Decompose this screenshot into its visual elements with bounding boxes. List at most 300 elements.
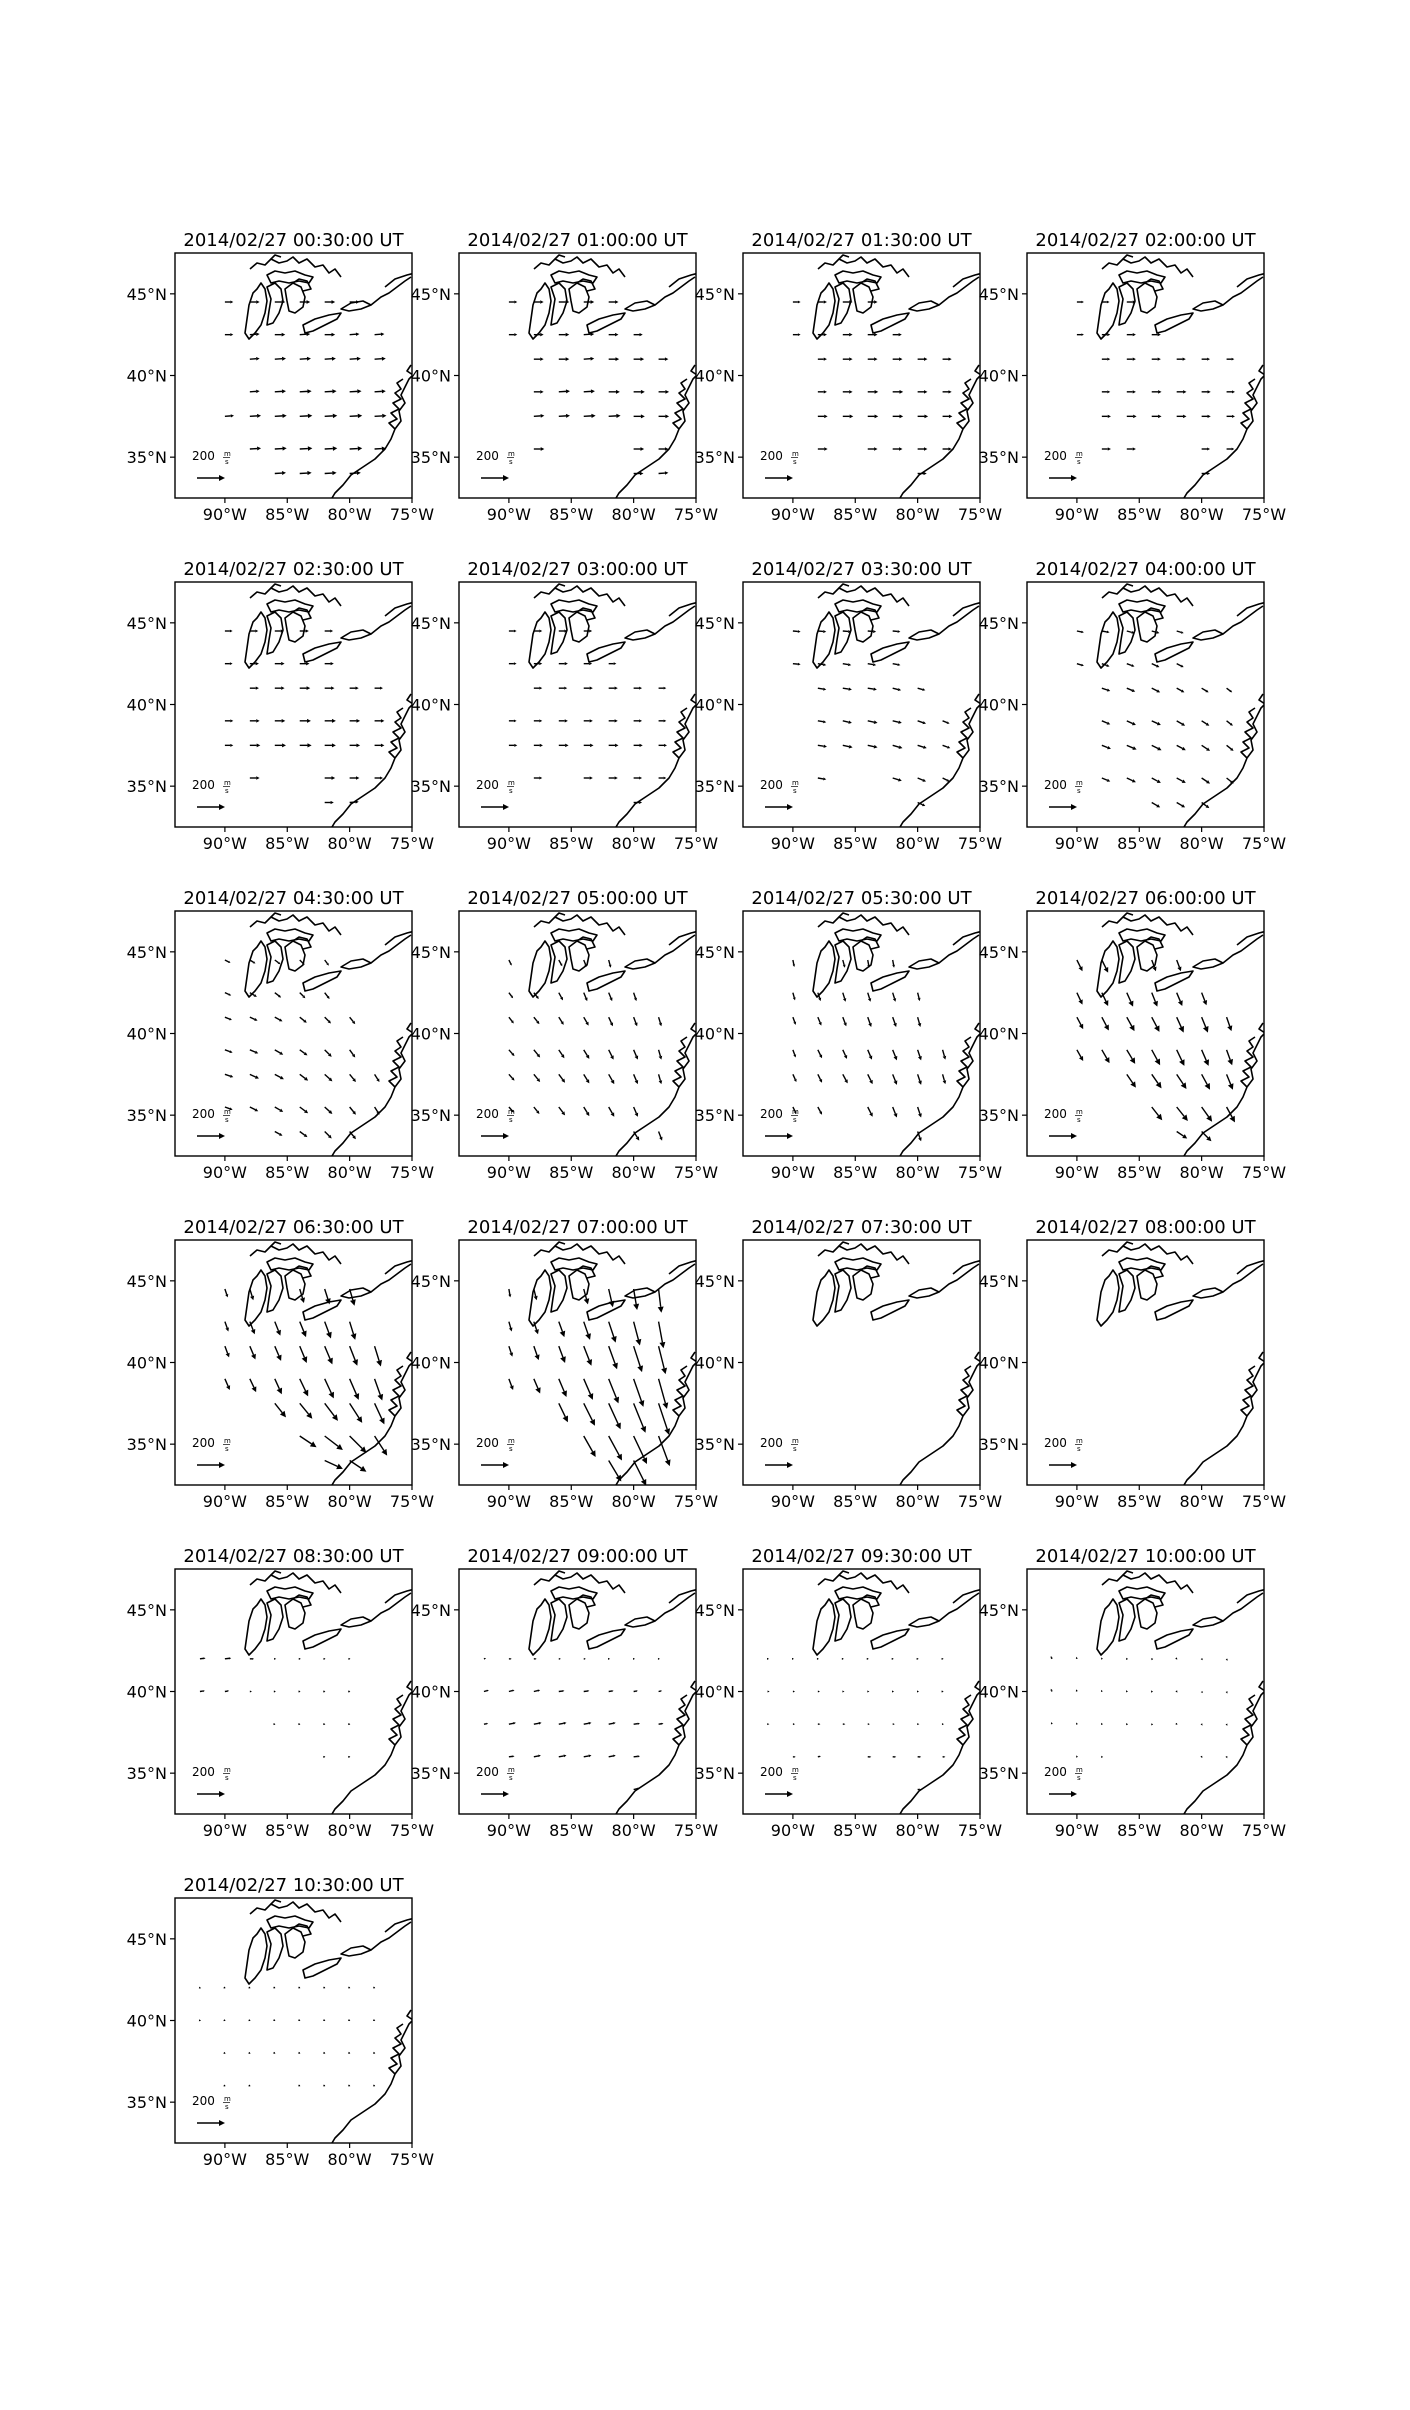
reference-arrow	[481, 1133, 509, 1139]
wind-vector	[298, 1986, 300, 1988]
wind-vector	[559, 389, 570, 393]
x-tick-label: 85°W	[265, 1163, 310, 1182]
wind-vector	[792, 1658, 794, 1660]
map-area	[508, 1242, 699, 1490]
wind-vector	[559, 1050, 565, 1058]
reference-label	[1044, 1765, 1067, 1779]
wind-vector	[817, 1658, 819, 1660]
wind-vector	[509, 1690, 515, 1692]
wind-vector	[634, 719, 642, 722]
wind-vector	[1102, 745, 1111, 749]
reference-arrow	[1049, 1462, 1077, 1468]
panel-17	[127, 1546, 435, 1840]
x-tick-label: 80°W	[1179, 1492, 1224, 1511]
wind-vector	[918, 447, 928, 451]
wind-vector	[350, 719, 361, 723]
wind-vector	[917, 1691, 919, 1693]
x-tick-label: 85°W	[265, 2150, 310, 2169]
wind-vector	[633, 1289, 639, 1310]
wind-vector	[325, 662, 334, 665]
coastline	[1097, 1571, 1267, 1819]
wind-vector	[248, 2052, 250, 2054]
wind-vector	[350, 1461, 367, 1472]
coastline	[529, 913, 699, 1161]
map-area	[793, 584, 983, 832]
wind-vector	[868, 993, 871, 1002]
wind-vector	[534, 776, 542, 779]
reference-key	[760, 778, 799, 810]
reference-number: 200	[1044, 1765, 1067, 1779]
panel-title: 2014/02/27 09:00:00 UT	[467, 1546, 688, 1567]
wind-vector	[273, 2019, 275, 2021]
x-tick-label: 85°W	[549, 1163, 594, 1182]
wind-vector	[325, 1379, 334, 1399]
reference-key	[192, 778, 231, 810]
map-area	[225, 584, 415, 832]
wind-vector	[1101, 1756, 1103, 1758]
x-tick-label: 90°W	[770, 1492, 815, 1511]
y-tick-label: 35°N	[410, 1435, 451, 1455]
y-tick-label: 35°N	[694, 448, 735, 468]
wind-vector	[250, 1289, 254, 1300]
y-tick-label: 40°N	[410, 1682, 451, 1702]
wind-vector	[534, 300, 544, 304]
wind-vector	[250, 1346, 256, 1359]
wind-vector	[917, 1658, 919, 1660]
wind-vector	[584, 744, 594, 748]
x-tick-label: 75°W	[673, 505, 719, 524]
wind-vector	[634, 414, 645, 418]
panel-6	[411, 559, 719, 853]
wind-vector	[634, 333, 643, 336]
wind-vector	[658, 1289, 664, 1313]
reference-unit-den: s	[1077, 1116, 1081, 1124]
wind-vector	[325, 357, 336, 361]
panels-container	[127, 230, 1287, 2169]
wind-vector	[1127, 1017, 1135, 1031]
wind-vector	[559, 1346, 566, 1363]
vector-field	[200, 1657, 351, 1758]
map-area	[767, 1571, 983, 1819]
x-tick-label: 80°W	[611, 1821, 656, 1840]
panel-title: 2014/02/27 00:30:00 UT	[183, 230, 404, 251]
reference-number: 200	[1044, 449, 1067, 463]
wind-vector	[1102, 390, 1110, 393]
wind-vector	[375, 1346, 382, 1366]
wind-vector	[484, 1690, 489, 1692]
wind-vector	[350, 446, 363, 451]
wind-vector	[1177, 745, 1186, 750]
wind-vector	[373, 2019, 375, 2021]
wind-vector	[1225, 1756, 1227, 1758]
wind-vector	[274, 1691, 276, 1693]
x-tick-label: 80°W	[895, 1821, 940, 1840]
x-tick-label: 75°W	[1241, 834, 1287, 853]
y-tick-label: 40°N	[410, 1024, 451, 1044]
wind-vector	[348, 1691, 350, 1693]
wind-vector	[275, 1346, 282, 1361]
reference-unit-num: m	[508, 450, 515, 458]
x-tick-label: 80°W	[327, 505, 372, 524]
wind-vector	[225, 333, 233, 336]
reference-number: 200	[192, 2094, 215, 2108]
wind-vector	[225, 1657, 231, 1659]
reference-number: 200	[192, 1107, 215, 1121]
panel-title: 2014/02/27 10:00:00 UT	[1035, 1546, 1256, 1567]
wind-vector	[1127, 721, 1136, 725]
wind-vector	[1126, 1723, 1128, 1725]
wind-vector	[1177, 1074, 1187, 1089]
wind-vector	[1227, 1050, 1233, 1065]
wind-vector	[609, 333, 619, 337]
wind-vector	[225, 719, 233, 722]
wind-vector	[843, 960, 846, 968]
panel-5	[127, 559, 435, 853]
panel-12	[979, 888, 1287, 1182]
wind-vector	[298, 2052, 300, 2054]
wind-vector	[584, 662, 592, 665]
wind-vector	[634, 993, 637, 1001]
wind-vector	[275, 1403, 286, 1417]
x-tick-label: 85°W	[833, 834, 878, 853]
wind-vector	[659, 471, 669, 475]
wind-vector	[818, 777, 826, 780]
wind-vector	[534, 390, 544, 394]
wind-vector	[298, 2019, 300, 2021]
x-tick-label: 90°W	[1054, 1492, 1099, 1511]
panel-title: 2014/02/27 08:00:00 UT	[1035, 1217, 1256, 1238]
wind-vector	[868, 1074, 873, 1084]
wind-vector	[250, 1017, 258, 1021]
map-area	[225, 913, 415, 1161]
x-tick-label: 80°W	[1179, 505, 1224, 524]
wind-vector	[893, 993, 896, 1002]
wind-vector	[1202, 390, 1211, 393]
reference-unit-num: m	[1076, 450, 1083, 458]
wind-vector	[300, 414, 313, 419]
wind-vector	[300, 1107, 308, 1113]
wind-vector	[584, 1322, 591, 1340]
wind-vector	[250, 414, 261, 418]
wind-vector	[793, 301, 801, 304]
y-tick-label: 45°N	[978, 942, 1019, 962]
reference-unit-num: m	[792, 1437, 799, 1445]
y-tick-label: 35°N	[410, 448, 451, 468]
wind-vector	[325, 1289, 331, 1304]
reference-number: 200	[1044, 1436, 1067, 1450]
reference-key	[192, 1107, 231, 1139]
reference-unit-den: s	[793, 458, 797, 466]
wind-vector	[1226, 1659, 1228, 1661]
reference-unit-den: s	[509, 458, 513, 466]
wind-vector	[250, 1107, 258, 1111]
x-tick-label: 85°W	[549, 834, 594, 853]
y-tick-label: 40°N	[126, 1353, 167, 1373]
wind-vector	[1152, 1017, 1160, 1032]
reference-unit-den: s	[225, 2103, 229, 2111]
wind-vector	[275, 1132, 283, 1136]
panel-4	[979, 230, 1287, 524]
wind-vector	[659, 1723, 664, 1725]
wind-vector	[584, 1658, 586, 1660]
reference-unit-num: m	[508, 779, 515, 787]
reference-unit-den: s	[509, 1774, 513, 1782]
wind-vector	[348, 2084, 350, 2086]
wind-vector	[325, 446, 338, 451]
wind-vector	[918, 414, 929, 418]
wind-vector	[659, 1379, 669, 1409]
wind-vector	[1202, 415, 1211, 418]
wind-vector	[893, 688, 901, 691]
reference-label	[760, 449, 783, 463]
wind-vector	[917, 1723, 919, 1725]
wind-vector	[818, 1107, 822, 1115]
x-tick-label: 80°W	[611, 834, 656, 853]
wind-vector	[868, 447, 878, 451]
panel-11	[695, 888, 1003, 1182]
y-tick-label: 35°N	[410, 1764, 451, 1784]
wind-vector	[1175, 1690, 1177, 1692]
wind-vector	[250, 960, 256, 964]
wind-vector	[274, 1658, 276, 1660]
wind-vector	[1202, 688, 1209, 692]
reference-arrow	[765, 804, 793, 810]
wind-vector	[1051, 1656, 1053, 1659]
reference-label	[476, 778, 499, 792]
vector-field	[793, 300, 952, 475]
x-tick-label: 80°W	[895, 1492, 940, 1511]
reference-unit-num: m	[792, 450, 799, 458]
coastline	[245, 1242, 415, 1490]
wind-vector	[348, 1723, 350, 1725]
wind-vector	[300, 686, 311, 690]
wind-vector	[275, 1074, 284, 1079]
panel-title: 2014/02/27 04:00:00 UT	[1035, 559, 1256, 580]
wind-vector	[559, 1755, 567, 1758]
wind-vector	[893, 630, 901, 633]
reference-number: 200	[192, 778, 215, 792]
wind-vector	[1202, 1017, 1209, 1032]
wind-vector	[767, 1723, 769, 1725]
wind-vector	[892, 960, 895, 968]
reference-number: 200	[760, 1765, 783, 1779]
reference-number: 200	[760, 1107, 783, 1121]
coastline	[813, 1242, 983, 1490]
wind-vector	[325, 1017, 331, 1023]
wind-vector	[818, 745, 827, 748]
wind-vector	[918, 721, 926, 724]
wind-vector	[842, 1691, 844, 1693]
wind-vector	[350, 1050, 356, 1058]
wind-vector	[918, 1050, 922, 1061]
reference-number: 200	[760, 1436, 783, 1450]
wind-vector	[275, 357, 286, 361]
wind-vector	[300, 1074, 308, 1080]
x-tick-label: 90°W	[1054, 505, 1099, 524]
wind-vector	[918, 1017, 922, 1027]
x-tick-label: 80°W	[327, 1821, 372, 1840]
reference-unit-num: m	[1076, 1108, 1083, 1116]
wind-vector	[1202, 745, 1210, 751]
wind-vector	[559, 960, 563, 966]
reference-key	[1044, 449, 1083, 481]
wind-vector	[300, 471, 312, 475]
reference-unit-den: s	[225, 1774, 229, 1782]
y-tick-label: 40°N	[126, 366, 167, 386]
wind-vector	[868, 414, 879, 418]
reference-number: 200	[192, 1765, 215, 1779]
panel-title: 2014/02/27 01:30:00 UT	[751, 230, 972, 251]
wind-vector	[299, 1691, 301, 1693]
reference-key	[476, 1107, 515, 1139]
wind-vector	[1227, 1074, 1234, 1089]
wind-vector	[584, 389, 595, 393]
wind-vector	[1202, 358, 1210, 361]
reference-unit-den: s	[225, 1445, 229, 1453]
wind-vector	[225, 1050, 233, 1053]
wind-vector	[1175, 1657, 1177, 1659]
reference-arrow	[765, 475, 793, 481]
reference-arrow	[197, 1791, 225, 1797]
x-tick-label: 90°W	[1054, 834, 1099, 853]
wind-vector	[275, 993, 281, 998]
wind-vector	[534, 719, 542, 722]
wind-vector	[793, 1074, 797, 1082]
wind-vector	[250, 390, 260, 394]
wind-vector	[248, 2085, 250, 2087]
wind-vector	[1177, 688, 1185, 692]
wind-vector	[943, 778, 950, 782]
wind-vector	[659, 1050, 663, 1060]
vector-field	[509, 300, 669, 475]
y-tick-label: 35°N	[126, 1435, 167, 1455]
panel-title: 2014/02/27 03:30:00 UT	[751, 559, 972, 580]
x-tick-label: 90°W	[202, 1163, 247, 1182]
y-tick-label: 40°N	[126, 1682, 167, 1702]
wind-vector	[843, 390, 853, 394]
wind-vector	[559, 662, 568, 665]
y-tick-label: 35°N	[694, 1106, 735, 1126]
y-tick-label: 45°N	[410, 1600, 451, 1620]
x-tick-label: 85°W	[549, 1821, 594, 1840]
y-tick-label: 35°N	[126, 1106, 167, 1126]
wind-vector	[634, 357, 645, 361]
wind-vector	[1226, 1724, 1228, 1726]
wind-vector	[509, 630, 517, 633]
wind-vector	[659, 414, 670, 418]
wind-vector	[1151, 1690, 1153, 1692]
wind-vector	[300, 1132, 308, 1138]
wind-vector	[325, 414, 338, 419]
reference-label	[1044, 778, 1067, 792]
wind-vector	[943, 415, 953, 419]
wind-vector	[634, 776, 642, 779]
reference-label	[192, 1107, 215, 1121]
wind-vector	[350, 1346, 358, 1366]
wind-vector	[559, 1690, 565, 1692]
coastline	[529, 584, 699, 832]
wind-vector	[250, 1050, 258, 1054]
wind-vector	[484, 1658, 486, 1660]
wind-vector	[1102, 721, 1110, 725]
wind-vector	[1127, 688, 1135, 692]
x-tick-label: 90°W	[202, 505, 247, 524]
reference-key	[760, 449, 799, 481]
reference-unit-den: s	[793, 1774, 797, 1782]
wind-vector	[659, 390, 670, 394]
y-tick-label: 45°N	[410, 284, 451, 304]
wind-vector	[892, 1658, 894, 1660]
wind-vector	[1227, 448, 1235, 451]
wind-vector	[609, 662, 617, 665]
wind-vector	[373, 2052, 375, 2054]
wind-vector	[225, 1346, 230, 1357]
wind-vector	[325, 686, 335, 690]
reference-key	[476, 449, 515, 481]
wind-vector	[325, 629, 333, 632]
wind-vector	[1227, 745, 1234, 751]
x-tick-label: 85°W	[549, 505, 594, 524]
wind-vector	[300, 1436, 317, 1447]
wind-vector	[225, 414, 234, 417]
wind-vector	[375, 332, 385, 336]
wind-vector	[325, 719, 336, 723]
reference-number: 200	[760, 778, 783, 792]
wind-vector	[559, 993, 563, 1001]
wind-vector	[1202, 993, 1207, 1006]
wind-vector	[509, 960, 512, 966]
wind-vector	[1051, 1722, 1053, 1724]
wind-vector	[300, 1403, 313, 1418]
y-tick-label: 35°N	[410, 1106, 451, 1126]
y-tick-label: 45°N	[978, 284, 1019, 304]
wind-vector	[1127, 390, 1136, 393]
wind-vector	[273, 2052, 275, 2054]
wind-vector	[893, 721, 902, 724]
wind-vector	[325, 801, 334, 804]
coastline	[529, 255, 699, 503]
wind-vector	[818, 630, 826, 633]
wind-vector	[893, 745, 903, 749]
wind-vector	[893, 1017, 897, 1027]
wind-vector	[659, 744, 667, 747]
wind-vector	[843, 1050, 847, 1059]
wind-vector	[509, 1017, 514, 1023]
wind-vector	[634, 1755, 640, 1757]
wind-vector	[275, 389, 286, 393]
wind-vector	[1175, 1723, 1177, 1725]
wind-vector	[1077, 333, 1084, 336]
wind-vector	[609, 1346, 618, 1369]
y-tick-label: 45°N	[126, 284, 167, 304]
wind-vector	[843, 1074, 848, 1083]
x-tick-label: 75°W	[389, 1492, 435, 1511]
wind-vector	[325, 1132, 332, 1139]
wind-vector	[609, 390, 620, 394]
map-area	[225, 1242, 415, 1490]
reference-unit-den: s	[225, 787, 229, 795]
x-tick-label: 85°W	[833, 1492, 878, 1511]
wind-vector	[867, 1691, 869, 1693]
wind-vector	[1152, 358, 1161, 361]
wind-vector	[1101, 1657, 1103, 1659]
wind-vector	[1152, 664, 1160, 668]
y-tick-label: 40°N	[126, 1024, 167, 1044]
y-tick-label: 45°N	[694, 284, 735, 304]
panel-14	[411, 1217, 719, 1511]
x-tick-label: 80°W	[895, 1163, 940, 1182]
wind-vector	[609, 993, 613, 1001]
